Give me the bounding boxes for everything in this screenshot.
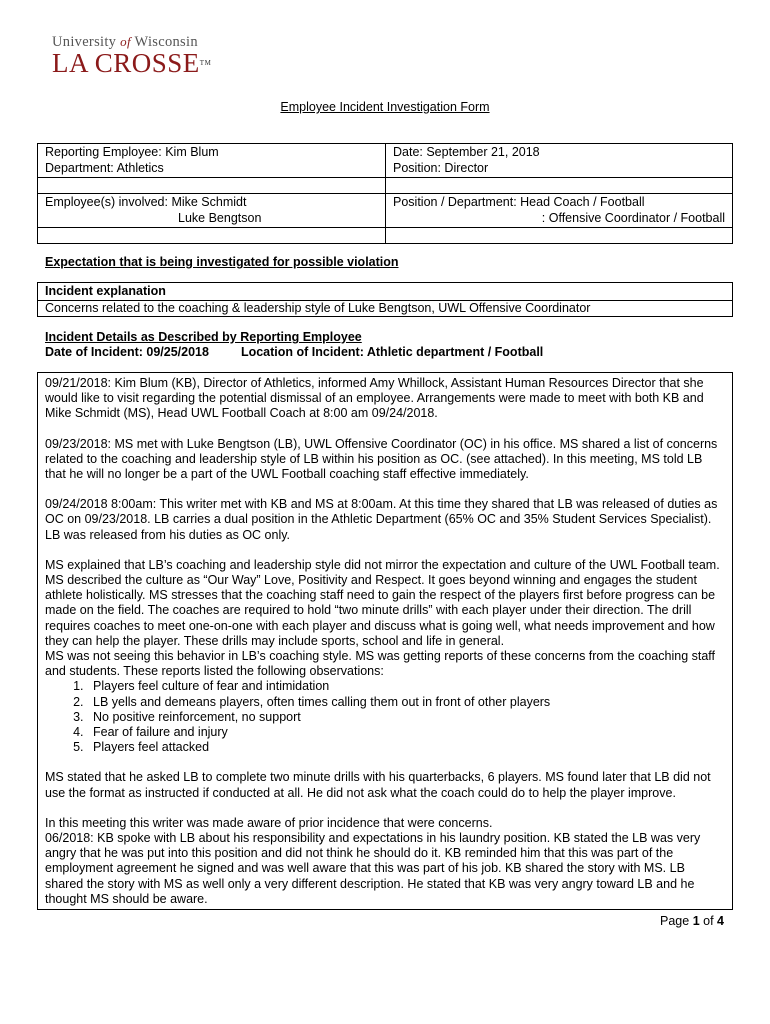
page-total: 4 <box>717 914 724 928</box>
date-cell <box>386 144 733 178</box>
employee-info-table <box>37 143 733 244</box>
incident-date-location <box>45 345 543 360</box>
page-current: 1 <box>692 914 700 928</box>
incident-details-header <box>45 330 543 360</box>
page-of: of <box>703 914 714 928</box>
logo-university: University <box>52 34 117 50</box>
empty-cell <box>386 178 733 194</box>
date-of-incident: Date of Incident: 09/25/2018 <box>45 345 209 359</box>
observations-list <box>45 679 725 755</box>
empty-cell <box>386 228 733 244</box>
position-department: Position / Department: Head Coach / Football <box>393 195 645 209</box>
report-date: Date: September 21, 2018 <box>393 145 540 159</box>
narrative-paragraph: 09/21/2018: Kim Blum (KB), Director of Athletics, informed Amy Whillock, Assistant Human Resources Director that she would like to visit regarding the potential dismissal of an employee. Arrangements were made to meet with both KB and Mike Schmidt (MS), Head UWL Football Coach at 8:00 am 09/24/2018. <box>45 376 704 421</box>
empty-cell <box>38 178 386 194</box>
logo-of: of <box>120 34 131 49</box>
incident-explanation-text: Concerns related to the coaching & leadership style of Luke Bengtson, UWL Offensive Coordinator <box>45 301 591 315</box>
narrative-paragraph: In this meeting this writer was made aware of prior incidence that were concerns. <box>45 815 493 830</box>
logo-trademark: TM <box>199 59 212 67</box>
narrative-paragraph: MS was not seeing this behavior in LB’s coaching style. MS was getting reports of these concerns from the coaching staff and students. These reports listed the following observations: <box>45 649 716 679</box>
position-cell <box>386 194 733 228</box>
incident-narrative-box <box>37 372 733 910</box>
narrative-paragraph: 09/24/2018 8:00am: This writer met with KB and MS at 8:00am. At this time they shared that LB was released of duties as OC on 09/23/2018. LB carries a dual position in the Athletic Department (65% OC and 35% Student Services Specialist). LB was released from his duties as OC only. <box>45 497 718 542</box>
location-of-incident: Location of Incident: Athletic department / Football <box>240 345 544 359</box>
employee-two: Luke Bengtson <box>178 210 262 225</box>
narrative-paragraph: MS explained that LB’s coaching and leadership style did not mirror the expectation and culture of the UWL Football team. MS described the culture as “Our Way” Love, Positivity and Respect. It goes beyond winning and engages the student athlete holistically. MS stresses that the coaching staff need to gain the respect of the players first before progress can be made on the field. The coaches are required to hold “two minute drills” with each player under their direction. The drill requires coaches to meet one-on-one with each player and discuss what is going well, what needs improvement and how they can help the player. These drills may include sports, school and life in general. <box>45 557 720 648</box>
list-item: 5. Players feel attacked <box>87 740 725 755</box>
page-number <box>660 914 724 928</box>
logo-wisconsin: Wisconsin <box>134 34 198 50</box>
page-label: Page <box>660 914 690 928</box>
reporting-employee: Reporting Employee: Kim Blum <box>45 145 219 159</box>
list-item: 2. LB yells and demeans players, often times calling them out in front of other players <box>87 695 725 710</box>
list-item: 4. Fear of failure and injury <box>87 725 725 740</box>
narrative-paragraph: 06/2018: KB spoke with LB about his responsibility and expectations in his laundry position. KB stated the LB was very angry that he was put into this position and did not think he should do it. KB reminded him that this was part of the employment agreement he signed and was well aware that this was part of his job. KB shared the story with MS. LB shared the story with MS as well only a very different description. He stated that KB was very angry toward LB and he thought MS should be aware. <box>45 831 701 906</box>
expectation-heading: Expectation that is being investigated for possible violation <box>45 255 399 269</box>
narrative-paragraph: MS stated that he asked LB to complete two minute drills with his quarterbacks, 6 players. MS found later that LB did not use the format as instructed if conducted at all. He did not ask what the coach could do to help the player improve. <box>45 770 711 800</box>
department: Department: Athletics <box>45 160 164 175</box>
university-logo <box>52 34 227 82</box>
involved-cell <box>38 194 386 228</box>
employees-involved: Employee(s) involved: Mike Schmidt <box>45 195 247 209</box>
reporting-cell <box>38 144 386 178</box>
position-two: : Offensive Coordinator / Football <box>541 210 725 225</box>
list-item: 1. Players feel culture of fear and intimidation <box>87 679 725 694</box>
narrative-paragraph: 09/23/2018: MS met with Luke Bengtson (LB), UWL Offensive Coordinator (OC) in his office. MS shared a list of concerns related to the coaching and leadership style of LB within his position as OC. (see attached). In this meeting, MS told LB that he will no longer be a part of the UWL Football coaching staff effective immediately. <box>45 436 718 482</box>
incident-explanation-heading: Incident explanation <box>38 283 732 301</box>
logo-lacrosse: LA CROSSE <box>52 48 200 78</box>
reporter-position: Position: Director <box>393 160 489 175</box>
incident-explanation-box <box>37 282 733 317</box>
empty-cell <box>38 228 386 244</box>
form-title: Employee Incident Investigation Form <box>280 100 490 114</box>
incident-details-heading: Incident Details as Described by Reporting Employee <box>45 330 362 344</box>
list-item: 3. No positive reinforcement, no support <box>87 710 725 725</box>
logo-line-lacrosse <box>52 48 227 78</box>
